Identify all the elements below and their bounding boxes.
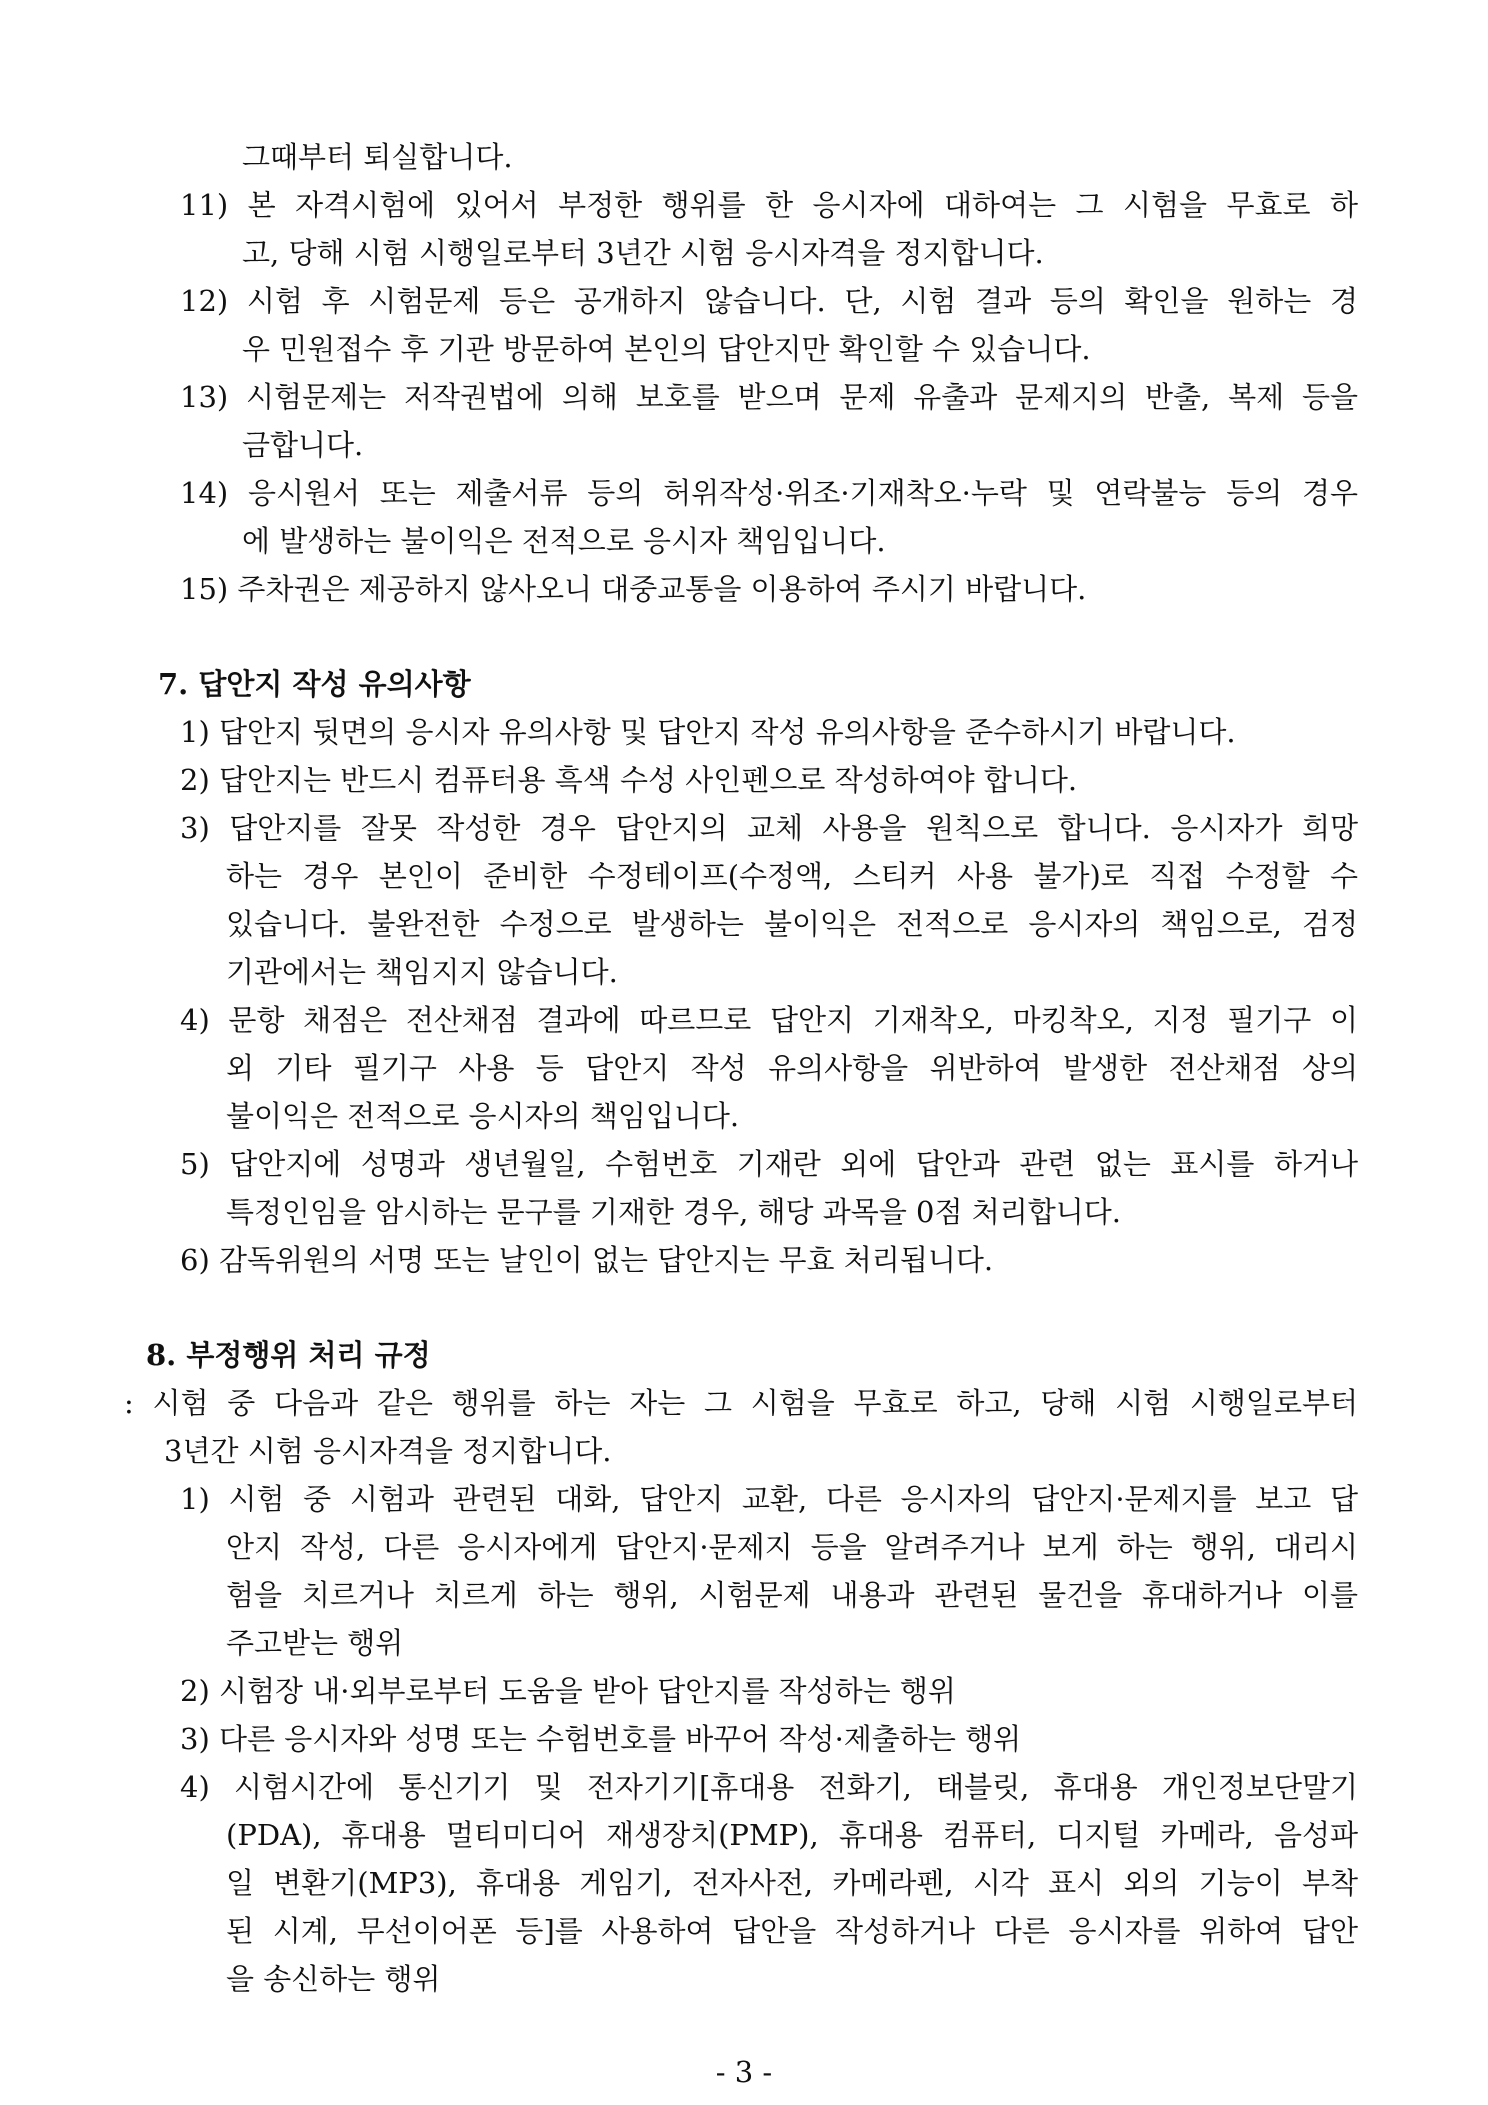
text-line: 하는 경우 본인이 준비한 수정테이프(수정액, 스티커 사용 불가)로 직접 수정할 수 (226, 859, 1358, 893)
text-line: 된 시계, 무선이어폰 등]를 사용하여 답안을 작성하거나 다른 응시자를 위하여 답안 (226, 1914, 1358, 1948)
text-line: 금합니다. (242, 428, 364, 462)
text-line: (PDA), 휴대용 멀티미디어 재생장치(PMP), 휴대용 컴퓨터, 디지털 카메라, 음성파 (226, 1818, 1358, 1852)
text-line: 불이익은 전적으로 응시자의 책임입니다. (226, 1099, 740, 1133)
list-item-2: 2) 답안지는 반드시 컴퓨터용 흑색 수성 사인펜으로 작성하여야 합니다. (180, 763, 1078, 797)
section-intro: : 시험 중 다음과 같은 행위를 하는 자는 그 시험을 무효로 하고, 당해 시험 시행일로부터 (124, 1386, 1358, 1420)
page-number: - 3 - (715, 2055, 773, 2089)
list-item-5: 5) 답안지에 성명과 생년월일, 수험번호 기재란 외에 답안과 관련 없는 표시를 하거나 (180, 1147, 1358, 1181)
list-item-13: 13) 시험문제는 저작권법에 의해 보호를 받으며 문제 유출과 문제지의 반출, 복제 등을 (180, 380, 1358, 414)
list-item-12: 12) 시험 후 시험문제 등은 공개하지 않습니다. 단, 시험 결과 등의 확인을 원하는 경 (180, 284, 1358, 318)
list-item-15: 15) 주차권은 제공하지 않사오니 대중교통을 이용하여 주시기 바랍니다. (180, 572, 1087, 606)
text-line: 안지 작성, 다른 응시자에게 답안지·문제지 등을 알려주거나 보게 하는 행위, 대리시 (226, 1530, 1358, 1564)
list-item-2: 2) 시험장 내·외부로부터 도움을 받아 답안지를 작성하는 행위 (180, 1674, 956, 1708)
text-line: 그때부터 퇴실합니다. (242, 140, 513, 174)
text-line: 기관에서는 책임지지 않습니다. (226, 955, 618, 989)
list-item-3: 3) 답안지를 잘못 작성한 경우 답안지의 교체 사용을 원칙으로 합니다. 응시자가 희망 (180, 811, 1358, 845)
list-item-3: 3) 다른 응시자와 성명 또는 수험번호를 바꾸어 작성·제출하는 행위 (180, 1722, 1022, 1756)
text-line: 외 기타 필기구 사용 등 답안지 작성 유의사항을 위반하여 발생한 전산채점 상의 (226, 1051, 1358, 1085)
section-heading-7: 7. 답안지 작성 유의사항 (158, 667, 471, 701)
text-line: 일 변환기(MP3), 휴대용 게임기, 전자사전, 카메라펜, 시각 표시 외의 기능이 부착 (226, 1866, 1358, 1900)
text-line: 에 발생하는 불이익은 전적으로 응시자 책임입니다. (242, 524, 886, 558)
list-item-14: 14) 응시원서 또는 제출서류 등의 허위작성·위조·기재착오·누락 및 연락불능 등의 경우 (180, 476, 1358, 510)
section-heading-8: 8. 부정행위 처리 규정 (146, 1338, 431, 1372)
text-line: 주고받는 행위 (226, 1626, 404, 1660)
text-line: 있습니다. 불완전한 수정으로 발생하는 불이익은 전적으로 응시자의 책임으로, 검정 (226, 907, 1358, 941)
text-line: 3년간 시험 응시자격을 정지합니다. (164, 1434, 612, 1468)
text-line: 고, 당해 시험 시행일로부터 3년간 시험 응시자격을 정지합니다. (242, 236, 1044, 270)
text-line: 험을 치르거나 치르게 하는 행위, 시험문제 내용과 관련된 물건을 휴대하거나 이를 (226, 1578, 1358, 1612)
list-item-11: 11) 본 자격시험에 있어서 부정한 행위를 한 응시자에 대하여는 그 시험을 무효로 하 (180, 188, 1358, 222)
list-item-6: 6) 감독위원의 서명 또는 날인이 없는 답안지는 무효 처리됩니다. (180, 1243, 994, 1277)
list-item-4: 4) 문항 채점은 전산채점 결과에 따르므로 답안지 기재착오, 마킹착오, 지정 필기구 이 (180, 1003, 1358, 1037)
text-line: 우 민원접수 후 기관 방문하여 본인의 답안지만 확인할 수 있습니다. (242, 332, 1091, 366)
text-line: 특정인임을 암시하는 문구를 기재한 경우, 해당 과목을 0점 처리합니다. (226, 1195, 1122, 1229)
list-item-1: 1) 답안지 뒷면의 응시자 유의사항 및 답안지 작성 유의사항을 준수하시기 바랍니다. (180, 715, 1236, 749)
list-item-4: 4) 시험시간에 통신기기 및 전자기기[휴대용 전화기, 태블릿, 휴대용 개인정보단말기 (180, 1770, 1358, 1804)
text-line: 을 송신하는 행위 (226, 1962, 441, 1996)
list-item-1: 1) 시험 중 시험과 관련된 대화, 답안지 교환, 다른 응시자의 답안지·문제지를 보고 답 (180, 1482, 1358, 1516)
